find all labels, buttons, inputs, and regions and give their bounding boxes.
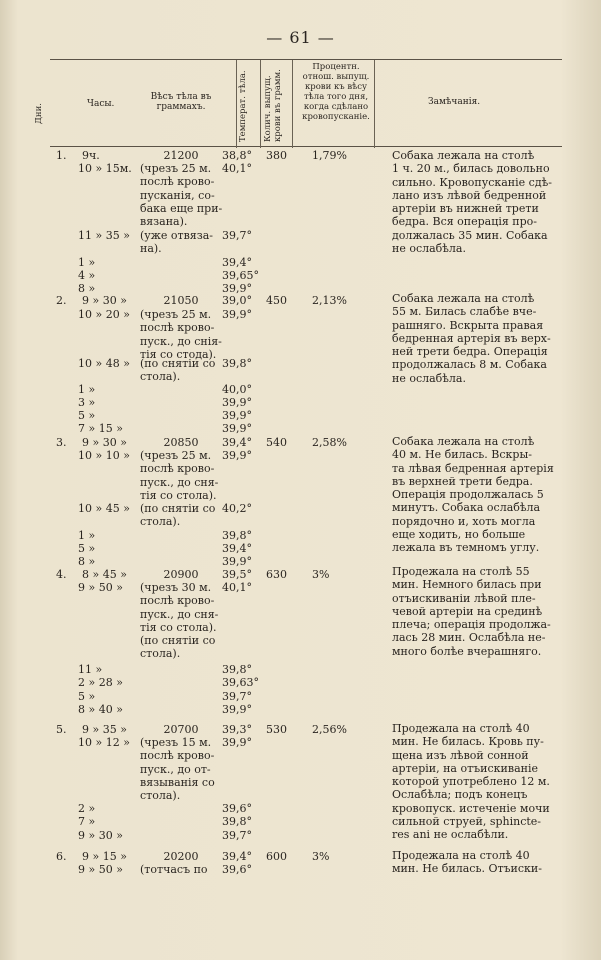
temperature-cell: 39,9°: [222, 736, 252, 749]
temperature-cell: 39,9°: [222, 409, 252, 422]
day-number: 6.: [56, 850, 67, 863]
header-temp: Температ. тѣла.: [238, 70, 248, 142]
temperature-cell: 40,1°: [222, 162, 252, 175]
note-cell: (чрезъ 15 м. послѣ крово- пуск., до от- вязыванія со стола).: [140, 736, 215, 803]
percent-cell: 3%: [312, 850, 330, 863]
temperature-cell: 39,9°: [222, 703, 252, 716]
blood-amount-cell: 450: [266, 294, 287, 307]
column-rule: [260, 60, 261, 148]
note-cell: (уже отвяза- на).: [140, 229, 214, 256]
note-cell: (тотчасъ по: [140, 863, 208, 876]
percent-cell: 2,13%: [312, 294, 347, 307]
time-cell: 9 » 50 »: [78, 581, 123, 594]
temperature-cell: 40,1°: [222, 581, 252, 594]
temperature-cell: 39,5°: [222, 568, 252, 581]
time-cell: 1 »: [78, 383, 96, 396]
day-number: 3.: [56, 436, 67, 449]
note-cell: (чрезъ 25 м. послѣ крово- пуск., до сня- тія со стола).: [140, 449, 219, 502]
page-number: — 61 —: [266, 28, 335, 47]
temperature-cell: 39,65°: [222, 269, 259, 282]
weight-cell: 20200: [163, 850, 199, 863]
percent-cell: 3%: [312, 568, 330, 581]
percent-cell: 2,58%: [312, 436, 347, 449]
temperature-cell: 39,8°: [222, 815, 252, 828]
time-cell: 7 »: [78, 815, 96, 828]
temperature-cell: 39,9°: [222, 282, 252, 295]
temperature-cell: 39,4°: [222, 850, 252, 863]
temperature-cell: 39,9°: [222, 308, 252, 321]
time-cell: 2 » 28 »: [78, 676, 123, 689]
time-cell: 9 » 50 »: [78, 863, 123, 876]
remark-3: Собака лежала на столѣ 40 м. Не билась. Вскры- та лѣвая бедренная артерія въ верхней трети бедра. Операція продолжалась 5 минутъ. Собака ослабѣла порядочно и, хоть могла еще ходить, но больше лежала въ темномъ углу.: [392, 435, 554, 555]
temperature-cell: 39,9°: [222, 422, 252, 435]
day-number: 5.: [56, 723, 67, 736]
time-cell: 3 »: [78, 396, 96, 409]
time-cell: 9 » 15 »: [82, 850, 127, 863]
column-rule: [292, 60, 293, 148]
header-hours: Часы.: [87, 99, 115, 109]
temperature-cell: 39,0°: [222, 294, 252, 307]
time-cell: 8 » 40 »: [78, 703, 123, 716]
temperature-cell: 39,8°: [222, 529, 252, 542]
percent-cell: 2,56%: [312, 723, 347, 736]
time-cell: 9 » 30 »: [78, 829, 123, 842]
header-percent: Процентн. отнош. выпущ. крови къ вѣсу тѣла того дня, когда сдѣлано кровопусканіе.: [302, 62, 370, 122]
weight-cell: 21050: [163, 294, 199, 307]
header-day: Дни.: [34, 103, 44, 124]
weight-cell: 20900: [163, 568, 199, 581]
column-rule: [374, 60, 375, 148]
table-top-rule: [50, 59, 562, 60]
time-cell: 9ч.: [82, 149, 100, 162]
temperature-cell: 39,4°: [222, 542, 252, 555]
weight-cell: 20850: [163, 436, 199, 449]
blood-amount-cell: 600: [266, 850, 287, 863]
time-cell: 10 » 45 »: [78, 502, 130, 515]
header-bottom-rule: [50, 146, 562, 147]
note-cell: (по снятіи со стола).: [140, 357, 216, 384]
note-cell: (чрезъ 25 м. послѣ крово- пусканія, со- бака еще при- вязана).: [140, 162, 223, 229]
column-rule: [236, 60, 237, 148]
time-cell: 9 » 30 »: [82, 436, 127, 449]
time-cell: 8 »: [78, 555, 96, 568]
temperature-cell: 39,9°: [222, 449, 252, 462]
time-cell: 5 »: [78, 409, 96, 422]
remark-5: Продежала на столѣ 40 мин. Не билась. Кровь пу- щена изъ лѣвой сонной артеріи, на отъискиваніе которой употреблено 12 м. Ослабѣла; подъ конецъ кровопуск. истеченіе мочи сильной струей, sphincte- res ani не ослабѣли.: [392, 722, 550, 842]
temperature-cell: 39,3°: [222, 723, 252, 736]
temperature-cell: 40,0°: [222, 383, 252, 396]
time-cell: 7 » 15 »: [78, 422, 123, 435]
time-cell: 1 »: [78, 529, 96, 542]
temperature-cell: 39,8°: [222, 663, 252, 676]
header-remarks: Замѣчанія.: [428, 97, 481, 107]
note-cell: (чрезъ 30 м. послѣ крово- пуск., до сня- тія со стола). (по снятіи со стола).: [140, 581, 219, 661]
temperature-cell: 39,7°: [222, 829, 252, 842]
blood-amount-cell: 530: [266, 723, 287, 736]
time-cell: 10 » 20 »: [78, 308, 130, 321]
percent-cell: 1,79%: [312, 149, 347, 162]
remark-2: Собака лежала на столѣ 55 м. Билась слабѣе вче- рашняго. Вскрыта правая бедренная артерія въ верх- ней трети бедра. Операція продолжалась 8 м. Собака не ослабѣла.: [392, 292, 551, 385]
temperature-cell: 39,9°: [222, 555, 252, 568]
temperature-cell: 39,7°: [222, 229, 252, 242]
time-cell: 5 »: [78, 542, 96, 555]
note-cell: (чрезъ 25 м. послѣ крово- пуск., до снія- тія со стода).: [140, 308, 222, 361]
temperature-cell: 40,2°: [222, 502, 252, 515]
temperature-cell: 39,8°: [222, 357, 252, 370]
note-cell: (по снятіи со стола).: [140, 502, 216, 529]
day-number: 2.: [56, 294, 67, 307]
remark-6: Продежала на столѣ 40 мин. Не билась. Отъиски-: [392, 849, 542, 876]
day-number: 1.: [56, 149, 67, 162]
time-cell: 11 » 35 »: [78, 229, 130, 242]
weight-cell: 20700: [163, 723, 199, 736]
time-cell: 8 »: [78, 282, 96, 295]
time-cell: 10 » 12 »: [78, 736, 130, 749]
blood-amount-cell: 540: [266, 436, 287, 449]
remark-1: Собака лежала на столѣ 1 ч. 20 м., билась довольно сильно. Кровопусканіе сдѣ- лано изъ лѣвой бедренной артеріи въ нижней трети бедра. Вся операція про- должалась 35 мин. Собака не ослабѣла.: [392, 149, 552, 256]
temperature-cell: 39,6°: [222, 802, 252, 815]
blood-amount-cell: 380: [266, 149, 287, 162]
time-cell: 5 »: [78, 690, 96, 703]
time-cell: 10 » 15м.: [78, 162, 132, 175]
temperature-cell: 39,4°: [222, 436, 252, 449]
time-cell: 4 »: [78, 269, 96, 282]
day-number: 4.: [56, 568, 67, 581]
temperature-cell: 39,63°: [222, 676, 259, 689]
time-cell: 10 » 10 »: [78, 449, 130, 462]
weight-cell: 21200: [163, 149, 199, 162]
time-cell: 1 »: [78, 256, 96, 269]
remark-4: Продежала на столѣ 55 мин. Немного билась при отъискиваніи лѣвой пле- чевой артеріи на срединѣ плеча; операція продолжа- лась 28 мин. Ослабѣла не- много болѣе вчерашняго.: [392, 565, 551, 658]
temperature-cell: 39,7°: [222, 690, 252, 703]
temperature-cell: 39,6°: [222, 863, 252, 876]
time-cell: 9 » 35 »: [82, 723, 127, 736]
time-cell: 9 » 30 »: [82, 294, 127, 307]
time-cell: 2 »: [78, 802, 96, 815]
time-cell: 11 »: [78, 663, 103, 676]
blood-amount-cell: 630: [266, 568, 287, 581]
time-cell: 8 » 45 »: [82, 568, 127, 581]
header-blood: Колич. выпущ. крови въ грамм.: [263, 69, 283, 142]
header-weight: Вѣсъ тѣла въ граммахъ.: [150, 92, 212, 112]
temperature-cell: 39,4°: [222, 256, 252, 269]
time-cell: 10 » 48 »: [78, 357, 130, 370]
temperature-cell: 38,8°: [222, 149, 252, 162]
temperature-cell: 39,9°: [222, 396, 252, 409]
